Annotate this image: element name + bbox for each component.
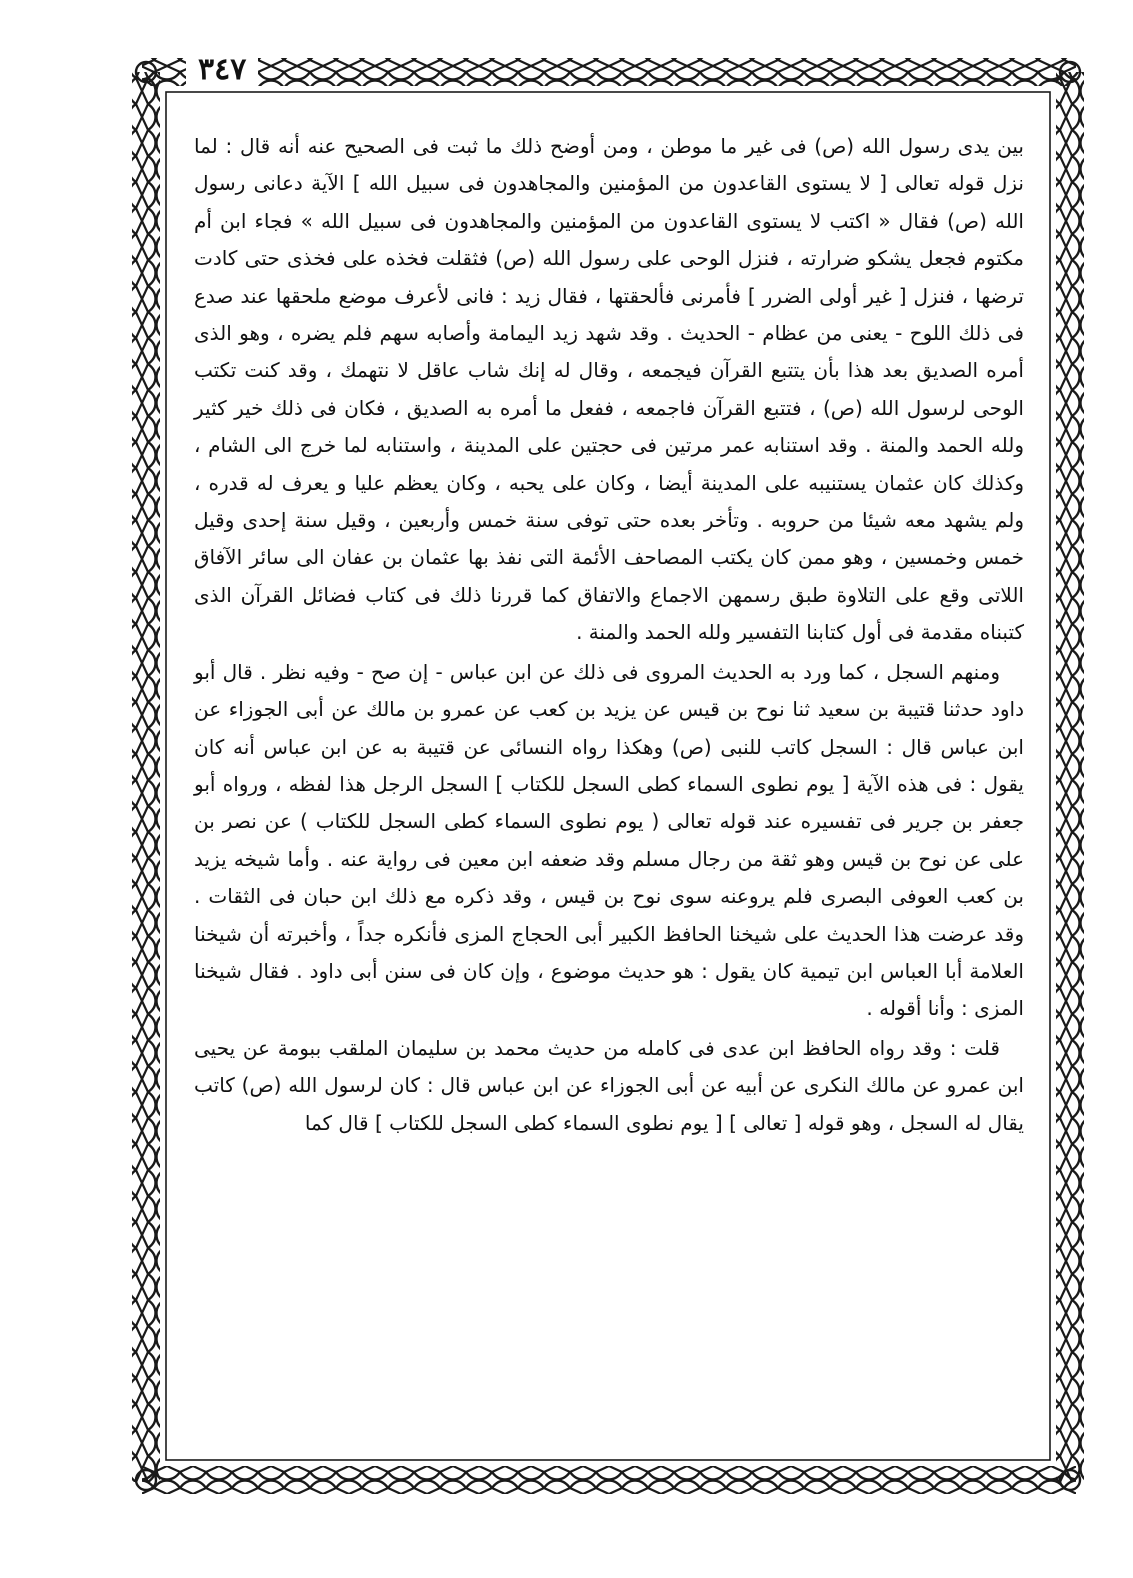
page-body bbox=[194, 128, 1024, 1443]
page-frame bbox=[128, 52, 1090, 1502]
paragraph: بين يدى رسول الله (ص) فى غير ما موطن ، ومن أوضح ذلك ما ثبت فى الصحيح عنه أنه قال : لما نزل قوله تعالى [ لا يستوى القاعدون من المؤمنين والمجاهدون فى سبيل الله ] الآية دعانى رسول الله (ص) فقال « اكتب لا يستوى القاعدون من المؤمنين والمجاهدون فى سبيل الله » فجاء ابن أم مكتوم فجعل يشكو ضرارته ، فنزل الوحى على رسول الله (ص) فثقلت فخذه على فخذى حتى كادت ترضها ، فنزل [ غير أولى الضرر ] فأمرنى فألحقتها ، فقال زيد : فانى لأعرف موضع ملحقها عند صدع فى ذلك اللوح - يعنى من عظام - الحديث . وقد شهد زيد اليمامة وأصابه سهم فلم يضره ، وهو الذى أمره الصديق بعد هذا بأن يتتبع القرآن فيجمعه ، وقال له إنك شاب عاقل لا نتهمك ، وقد كنت تكتب الوحى لرسول الله (ص) ، فتتبع القرآن فاجمعه ، ففعل ما أمره به الصديق ، فكان فى ذلك خير كثير ولله الحمد والمنة . وقد استنابه عمر مرتين فى حجتين على المدينة ، واستنابه لما خرج الى الشام ، وكذلك كان عثمان يستنيبه على المدينة أيضا ، وكان على يحبه ، وكان يعظم عليا و يعرف له قدره ، ولم يشهد معه شيئا من حروبه . وتأخر بعده حتى توفى سنة خمس وأربعين ، وقيل سنة إحدى وقيل خمس وخمسين ، وهو ممن كان يكتب المصاحف الأئمة التى نفذ بها عثمان بن عفان الى سائر الآفاق اللاتى وقع على التلاوة طبق رسمهن الاجماع والاتفاق كما قررنا ذلك فى كتاب فضائل القرآن الذى كتبناه مقدمة فى أول كتابنا التفسير ولله الحمد والمنة . bbox=[194, 134, 1024, 645]
page-number: ٣٤٧ bbox=[186, 50, 258, 90]
paragraph: ومنهم السجل ، كما ورد به الحديث المروى فى ذلك عن ابن عباس - إن صح - وفيه نظر . قال أبو داود حدثنا قتيبة بن سعيد ثنا نوح بن قيس عن يزيد بن كعب عن عمرو بن مالك عن أبى الجوزاء عن ابن عباس قال : السجل كاتب للنبى (ص) وهكذا رواه النسائى عن قتيبة به عن ابن عباس أنه كان يقول : فى هذه الآية [ يوم نطوى السماء كطى السجل للكتاب ] السجل الرجل هذا لفظه ، ورواه أبو جعفر بن جرير فى تفسيره عند قوله تعالى ( يوم نطوى السماء كطى السجل للكتاب ) عن نصر بن على عن نوح بن قيس وهو ثقة من رجال مسلم وقد ضعفه ابن معين فى رواية عنه . وأما شيخه يزيد بن كعب العوفى البصرى فلم يروعنه سوى نوح بن قيس ، وقد ذكره مع ذلك ابن حبان فى الثقات . وقد عرضت هذا الحديث على شيخنا الحافظ الكبير أبى الحجاج المزى فأنكره جداً ، وأخبرته أن شيخنا العلامة أبا العباس ابن تيمية كان يقول : هو حديث موضوع ، وإن كان فى سنن أبى داود . فقال شيخنا المزى : وأنا أقوله . bbox=[194, 659, 1024, 1021]
paragraph: قلت : وقد رواه الحافظ ابن عدى فى كامله من حديث محمد بن سليمان الملقب ببومة عن يحيى ابن عمرو عن مالك النكرى عن أبيه عن أبى الجوزاء عن ابن عباس قال : كان لرسول الله (ص) كاتب يقال له السجل ، وهو قوله [ تعالى ] [ يوم نطوى السماء كطى السجل للكتاب ] قال كما bbox=[194, 1035, 1024, 1135]
